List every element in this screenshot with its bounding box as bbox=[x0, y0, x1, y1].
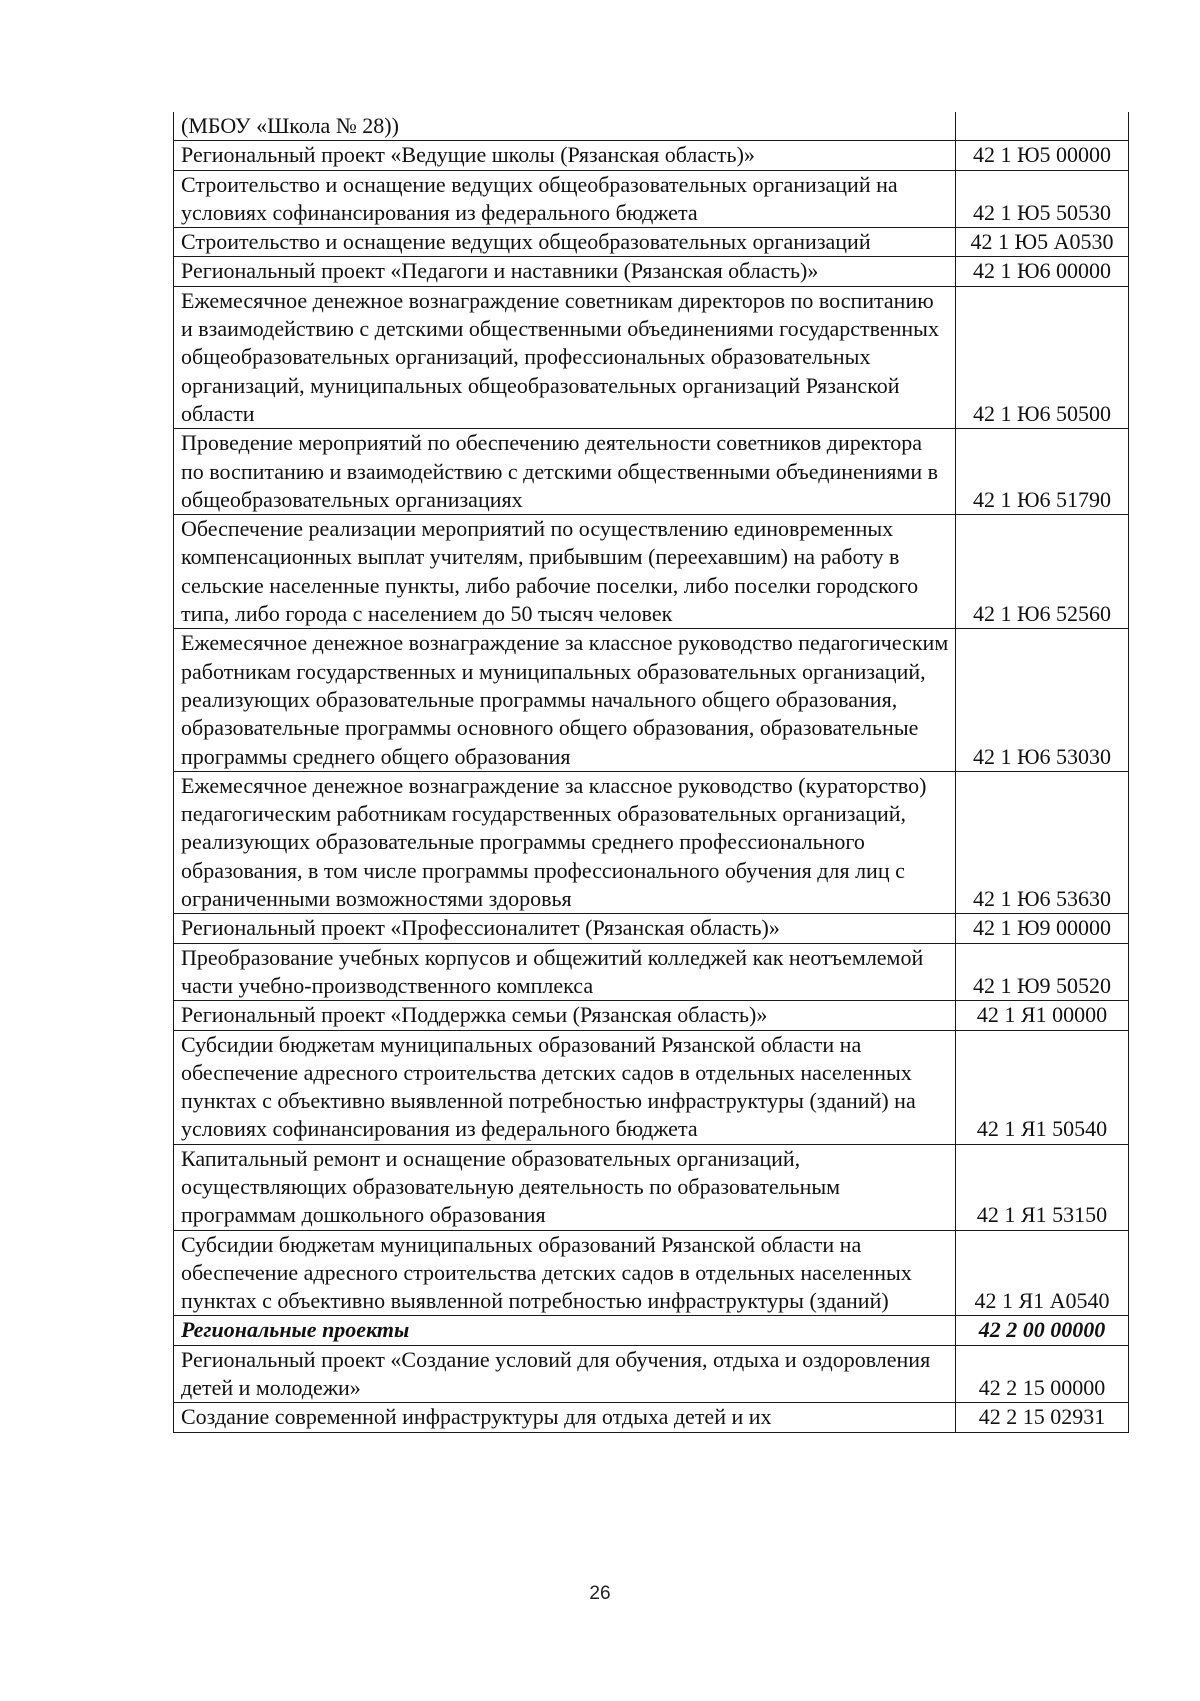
row-name-cell: Региональный проект «Профессионалитет (Рязанская область)» bbox=[174, 914, 956, 943]
row-code-cell bbox=[956, 112, 1129, 141]
table-row bbox=[174, 286, 1129, 428]
row-code-cell: 42 1 Я1 А0540 bbox=[956, 1230, 1129, 1316]
table-row bbox=[174, 1030, 1129, 1144]
row-name-cell: Проведение мероприятий по обеспечению деятельности советников директора по воспитанию и взаимодействию с детскими общественными объединениями в общеобразовательных организациях bbox=[174, 429, 956, 515]
row-code-cell: 42 1 Ю9 00000 bbox=[956, 914, 1129, 943]
row-name-cell: Региональный проект «Поддержка семьи (Рязанская область)» bbox=[174, 1001, 956, 1030]
row-name-cell: Региональный проект «Ведущие школы (Рязанская область)» bbox=[174, 141, 956, 170]
table-row bbox=[174, 629, 1129, 771]
row-name-cell: Региональный проект «Педагоги и наставники (Рязанская область)» bbox=[174, 257, 956, 286]
section-heading-row bbox=[174, 1316, 1129, 1345]
row-code-cell: 42 1 Ю6 53630 bbox=[956, 771, 1129, 913]
row-name-cell: Преобразование учебных корпусов и общежитий колледжей как неотъемлемой части учебно-производственного комплекса bbox=[174, 943, 956, 1001]
row-name-cell: Субсидии бюджетам муниципальных образований Рязанской области на обеспечение адресного строительства детских садов в отдельных населенных пунктах с объективно выявленной потребностью инфраструктуры (зданий) на условиях софинансирования из федерального бюджета bbox=[174, 1030, 956, 1144]
row-code-cell: 42 1 Я1 00000 bbox=[956, 1001, 1129, 1030]
row-code-cell: 42 1 Ю6 51790 bbox=[956, 429, 1129, 515]
row-code-cell: 42 2 15 00000 bbox=[956, 1345, 1129, 1403]
row-code-cell: 42 1 Я1 53150 bbox=[956, 1144, 1129, 1230]
table-row bbox=[174, 257, 1129, 286]
row-name-cell: (МБОУ «Школа № 28)) bbox=[174, 112, 956, 141]
row-code-cell: 42 1 Ю6 53030 bbox=[956, 629, 1129, 771]
table-row bbox=[174, 170, 1129, 228]
row-code-cell: 42 1 Ю5 00000 bbox=[956, 141, 1129, 170]
row-name-cell: Региональный проект «Создание условий для обучения, отдыха и оздоровления детей и молодежи» bbox=[174, 1345, 956, 1403]
row-name-cell: Субсидии бюджетам муниципальных образований Рязанской области на обеспечение адресного строительства детских садов в отдельных населенных пунктах с объективно выявленной потребностью инфраструктуры (зданий) bbox=[174, 1230, 956, 1316]
table-row bbox=[174, 943, 1129, 1001]
row-code-cell: 42 2 15 02931 bbox=[956, 1403, 1129, 1432]
row-name-cell: Создание современной инфраструктуры для отдыха детей и их bbox=[174, 1403, 956, 1432]
section-heading-name-cell: Региональные проекты bbox=[174, 1316, 956, 1345]
table-row bbox=[174, 228, 1129, 257]
table-row bbox=[174, 112, 1129, 141]
table-row bbox=[174, 1403, 1129, 1432]
row-code-cell: 42 1 Я1 50540 bbox=[956, 1030, 1129, 1144]
section-heading-code-cell: 42 2 00 00000 bbox=[956, 1316, 1129, 1345]
table-row bbox=[174, 1144, 1129, 1230]
row-code-cell: 42 1 Ю9 50520 bbox=[956, 943, 1129, 1001]
table-row bbox=[174, 771, 1129, 913]
row-code-cell: 42 1 Ю6 52560 bbox=[956, 515, 1129, 629]
row-code-cell: 42 1 Ю6 50500 bbox=[956, 286, 1129, 428]
table-row bbox=[174, 429, 1129, 515]
row-name-cell: Ежемесячное денежное вознаграждение советникам директоров по воспитанию и взаимодействию с детскими общественными объединениями государственных общеобразовательных организаций, профессиональных образовательных организаций, муниципальных общеобразовательных организаций Рязанской области bbox=[174, 286, 956, 428]
row-name-cell: Строительство и оснащение ведущих общеобразовательных организаций на условиях софинансирования из федерального бюджета bbox=[174, 170, 956, 228]
table-row bbox=[174, 1345, 1129, 1403]
table-row bbox=[174, 914, 1129, 943]
table-row bbox=[174, 1230, 1129, 1316]
row-name-cell: Обеспечение реализации мероприятий по осуществлению единовременных компенсационных выплат учителям, прибывшим (переехавшим) на работу в сельские населенные пункты, либо рабочие поселки, либо поселки городского типа, либо города с населением до 50 тысяч человек bbox=[174, 515, 956, 629]
table-row bbox=[174, 141, 1129, 170]
row-code-cell: 42 1 Ю5 А0530 bbox=[956, 228, 1129, 257]
budget-classification-table bbox=[173, 112, 1129, 1433]
row-name-cell: Строительство и оснащение ведущих общеобразовательных организаций bbox=[174, 228, 956, 257]
page-number: 26 bbox=[589, 1583, 611, 1604]
table-row bbox=[174, 515, 1129, 629]
row-code-cell: 42 1 Ю6 00000 bbox=[956, 257, 1129, 286]
row-name-cell: Ежемесячное денежное вознаграждение за классное руководство (кураторство) педагогическим работникам государственных образовательных организаций, реализующих образовательные программы среднего профессионального образования, в том числе программы профессионального обучения для лиц с ограниченными возможностями здоровья bbox=[174, 771, 956, 913]
table-row bbox=[174, 1001, 1129, 1030]
row-name-cell: Ежемесячное денежное вознаграждение за классное руководство педагогическим работникам государственных и муниципальных образовательных организаций, реализующих образовательные программы начального общего образования, образовательные программы основного общего образования, образовательные программы среднего общего образования bbox=[174, 629, 956, 771]
row-name-cell: Капитальный ремонт и оснащение образовательных организаций, осуществляющих образовательную деятельность по образовательным программам дошкольного образования bbox=[174, 1144, 956, 1230]
row-code-cell: 42 1 Ю5 50530 bbox=[956, 170, 1129, 228]
